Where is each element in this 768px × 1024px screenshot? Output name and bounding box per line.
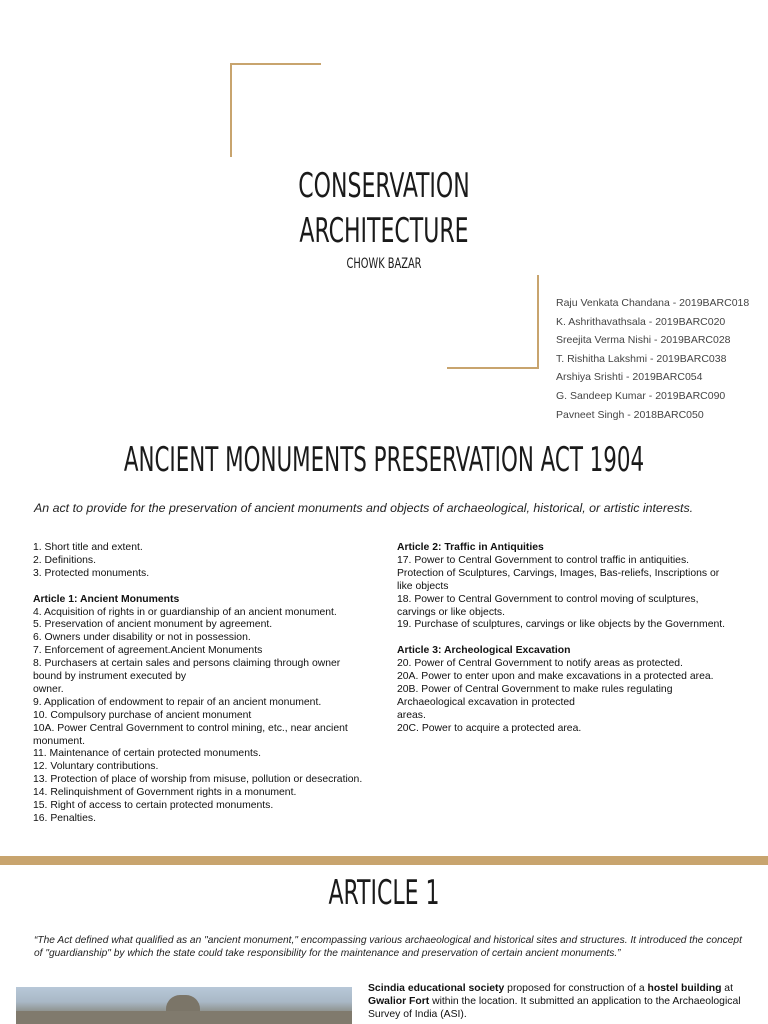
act-section-item: 12. Voluntary contributions.: [33, 761, 159, 773]
act-section-item: 20. Power of Central Government to notify areas as protected.: [397, 658, 683, 670]
act-section-item: 1. Short title and extent.: [33, 542, 143, 553]
frame-top-left-vertical: [230, 63, 232, 157]
desc-text: at: [721, 983, 733, 994]
article1-heading: ARTICLE 1: [328, 873, 440, 913]
act-section-item: 20C. Power to acquire a protected area.: [397, 722, 582, 734]
act-section-item: 4. Acquisition of rights in or guardianship of an ancient monument.: [33, 606, 337, 618]
act-section-item: 9. Application of endowment to repair of an ancient monument.: [33, 696, 322, 708]
act-heading: ANCIENT MONUMENTS PRESERVATION ACT 1904: [123, 440, 645, 480]
act-article-heading: Article 1: Ancient Monuments: [33, 593, 180, 605]
gwalior-fort-photo: [16, 987, 352, 1024]
act-section-item: 6. Owners under disability or not in possession.: [33, 632, 251, 644]
act-section-item: 13. Protection of place of worship from misuse, pollution or desecration.: [33, 774, 363, 786]
act-section-item: 14. Relinquishment of Government rights in a monument.: [33, 787, 297, 799]
credit-item: Arshiya Srishti - 2019BARC054: [556, 371, 703, 384]
act-section-item: 8. Purchasers at certain sales and persons claiming through owner bound by instrument executed by: [33, 658, 341, 683]
act-section-item: Protection of Sculptures, Carvings, Images, Bas-reliefs, Inscriptions or like objects: [397, 567, 720, 592]
article1-quote: “The Act defined what qualified as an "ancient monument," encompassing various archaeological and historical sites and structures. It introduced the concept of "guardianship" by which the state could take responsibility for the maintenance and preservation of certain ancient monuments.”: [34, 935, 742, 959]
act-section-item: 20B. Power of Central Government to make rules regulating Archaeological excavation in protected: [397, 683, 673, 708]
credit-item: Sreejita Verma Nishi - 2019BARC028: [556, 334, 731, 347]
act-section-item: 7. Enforcement of agreement.Ancient Monuments: [33, 645, 263, 657]
act-article-heading: Article 3: Archeological Excavation: [397, 645, 571, 657]
desc-text: proposed for construction of a: [504, 983, 648, 994]
fort-wall-shape: [16, 1011, 352, 1024]
act-section-item: 15. Right of access to certain protected monuments.: [33, 800, 274, 812]
credit-item: G. Sandeep Kumar - 2019BARC090: [556, 389, 726, 402]
frame-bottom-right-vertical: [537, 275, 539, 369]
desc-emphasis: Scindia educational society: [368, 983, 505, 994]
act-section-item: 11. Maintenance of certain protected monuments.: [33, 748, 261, 760]
frame-top-left-horizontal: [230, 63, 321, 65]
act-section-item: 10A. Power Central Government to control mining, etc., near ancient monument.: [33, 722, 348, 747]
act-section-item: areas.: [397, 709, 426, 721]
desc-emphasis: hostel building: [647, 983, 722, 994]
act-section-item: 2. Definitions.: [33, 554, 96, 566]
cover-title-line2: ARCHITECTURE: [299, 211, 469, 251]
act-article-heading: Article 2: Traffic in Antiquities: [397, 542, 544, 553]
desc-emphasis: Gwalior Fort: [368, 995, 430, 1007]
act-section-item: 19. Purchase of sculptures, carvings or like objects by the Government.: [397, 619, 726, 631]
credit-item: Pavneet Singh - 2018BARC050: [556, 408, 704, 421]
frame-bottom-right-horizontal: [447, 367, 539, 369]
act-section-item: [397, 632, 727, 645]
cover-title-line1: CONSERVATION: [298, 166, 470, 206]
act-sections-left: [33, 542, 363, 826]
act-section-item: 18. Power to Central Government to control moving of sculptures, carvings or like objects.: [397, 593, 699, 618]
act-section-item: 16. Penalties.: [33, 813, 96, 825]
desc-text: within the location. It submitted an application to the Archaeological Survey of India (ASI).: [368, 995, 741, 1020]
credits-list: [556, 294, 749, 424]
section-divider: [0, 856, 768, 865]
act-intro: An act to provide for the preservation of ancient monuments and objects of archaeological, historical, or artistic interests.: [34, 501, 694, 515]
act-section-item: 20A. Power to enter upon and make excavations in a protected area.: [397, 671, 714, 683]
credit-item: Raju Venkata Chandana - 2019BARC018: [556, 297, 750, 309]
act-section-item: owner.: [33, 683, 64, 695]
act-section-item: [33, 581, 363, 594]
act-section-item: 3. Protected monuments.: [33, 567, 150, 579]
cover-subtitle: CHOWK BAZAR: [346, 256, 422, 272]
act-section-item: 10. Compulsory purchase of ancient monument: [33, 709, 252, 721]
credit-item: T. Rishitha Lakshmi - 2019BARC038: [556, 352, 727, 365]
article1-description: [368, 983, 753, 1022]
act-section-item: 5. Preservation of ancient monument by agreement.: [33, 619, 273, 631]
act-sections-right: [397, 542, 727, 736]
act-section-item: 17. Power to Central Government to control traffic in antiquities.: [397, 554, 690, 566]
credit-item: K. Ashrithavathsala - 2019BARC020: [556, 315, 726, 328]
